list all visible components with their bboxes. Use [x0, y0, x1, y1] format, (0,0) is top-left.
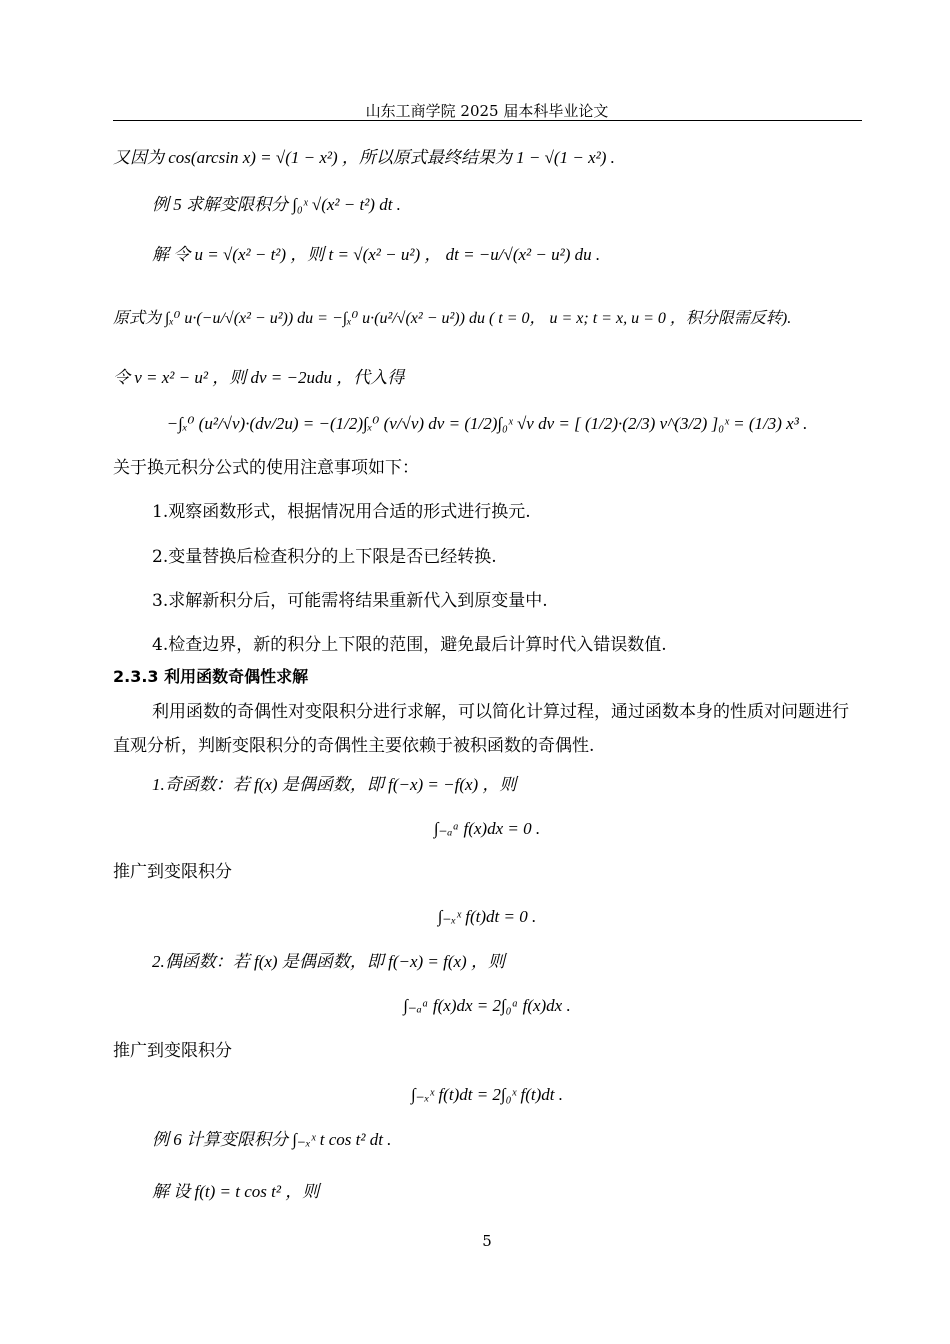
even-function-line: 2.偶函数：若 f(x) 是偶函数，即 f(−x) = f(x) ，则 — [152, 952, 505, 971]
text-line-20: 推广到变限积分 — [113, 1041, 232, 1061]
display-equation-5: ∫₋ₓˣ f(t)dt = 2∫₀ˣ f(t)dt . — [410, 1085, 564, 1104]
text-line-7: 关于换元积分公式的使用注意事项如下： — [113, 458, 419, 478]
page-number: 5 — [482, 1232, 492, 1250]
list-item-4: 4.检查边界，新的积分上下限的范围，避免最后计算时代入错误数值. — [152, 635, 667, 655]
text-line-1: 又因为 cos(arcsin x) = √(1 − x²) ，所以原式最终结果为 1 − √(1 − x²) . — [113, 148, 615, 167]
example-6: 例 6 计算变限积分 ∫₋ₓˣ t cos t² dt . — [152, 1130, 392, 1149]
list-item-2: 2.变量替换后检查积分的上下限是否已经转换. — [152, 547, 497, 567]
solution-5: 解 令 u = √(x² − t²) ，则 t = √(x² − u²) ， dt = −u/√(x² − u²) du . — [152, 245, 601, 264]
list-item-3: 3.求解新积分后，可能需将结果重新代入到原变量中. — [152, 591, 548, 611]
display-equation-2: ∫₋ₐᵃ f(x)dx = 0 . — [433, 819, 541, 838]
text-line-16: 推广到变限积分 — [113, 862, 232, 882]
solution-6: 解 设 f(t) = t cos t² ，则 — [152, 1182, 320, 1201]
header-rule — [113, 120, 862, 121]
running-header: 山东工商学院 2025 届本科毕业论文 — [365, 102, 609, 120]
section-heading: 2.3.3 利用函数奇偶性求解 — [113, 667, 309, 686]
display-equation-3: ∫₋ₓˣ f(t)dt = 0 . — [437, 907, 537, 926]
display-equation-1: −∫ₓ⁰ (u²/√v)·(dv/2u) = −(1/2)∫ₓ⁰ (v/√v) dv = (1/2)∫₀ˣ √v dv = [ (1/2)·(2/3) v^(3/2) ]₀ˣ = (1/3) x³ . — [166, 414, 808, 433]
paragraph: 利用函数的奇偶性对变限积分进行求解，可以简化计算过程，通过函数本身的性质对问题进行直观分析，判断变限积分的奇偶性主要依赖于被积函数的奇偶性. — [113, 702, 849, 756]
example-5: 例 5 求解变限积分 ∫₀ˣ √(x² − t²) dt . — [152, 195, 401, 214]
display-equation-4: ∫₋ₐᵃ f(x)dx = 2∫₀ᵃ f(x)dx . — [403, 996, 571, 1015]
odd-function-line: 1.奇函数：若 f(x) 是偶函数，即 f(−x) = −f(x) ，则 — [152, 775, 517, 794]
text-line-4: 原式为 ∫ₓ⁰ u·(−u/√(x² − u²)) du = −∫ₓ⁰ u·(u²/√(x² − u²)) du ( t = 0， u = x; t = x, u = 0 ，积分限需反转). — [113, 310, 792, 327]
list-item-1: 1.观察函数形式，根据情况用合适的形式进行换元. — [152, 502, 531, 522]
text-line-5: 令 v = x² − u² ，则 dv = −2udu ，代入得 — [113, 368, 405, 387]
